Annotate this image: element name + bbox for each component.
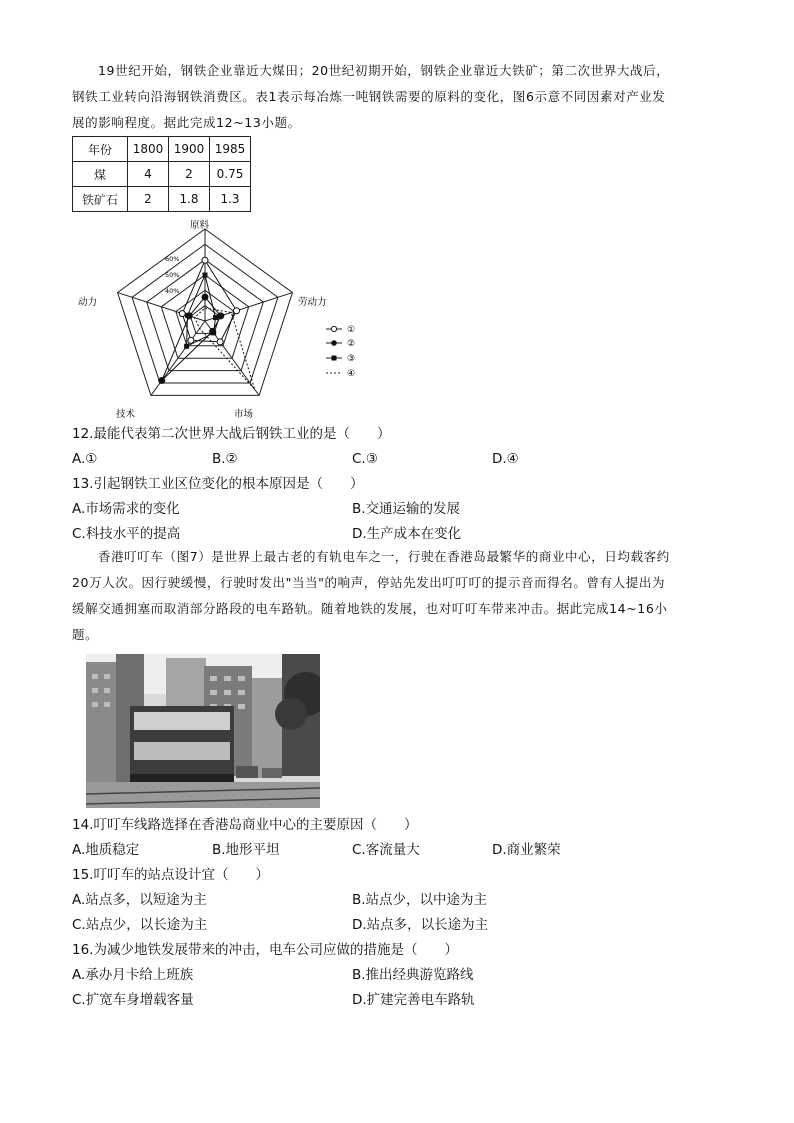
- question-15-stem: 15.叮叮车的站点设计宜（ ）: [72, 867, 269, 883]
- legend-marker-filled-circle: [331, 340, 337, 346]
- axis-label-raw-material: 原料: [190, 220, 210, 231]
- legend-label-2: ②: [347, 339, 356, 349]
- passage-1-line-2: 钢铁工业转向沿海钢铁消费区。表1表示每冶炼一吨钢铁需要的原料的变化，图6示意不同因素对产业发: [72, 89, 666, 104]
- q16-option-b[interactable]: B.推出经典游览路线: [352, 967, 474, 983]
- table-cell: 煤: [73, 162, 128, 187]
- legend-label-4: ④: [347, 369, 356, 379]
- radar-series-2-point: [159, 378, 165, 384]
- q15-option-c[interactable]: C.站点少，以长途为主: [72, 917, 208, 933]
- table-header-cell: 1800: [128, 137, 169, 162]
- radar-series-2-point: [218, 313, 224, 319]
- legend-marker-open-circle: [331, 326, 336, 331]
- radar-series-2-point: [202, 294, 208, 300]
- passage-2: [72, 544, 722, 648]
- q12-option-c[interactable]: C.③: [352, 451, 378, 467]
- passage-1-line-1: 19世纪开始，钢铁企业靠近大煤田；20世纪初期开始，钢铁企业靠近大铁矿；第二次世界大战后，: [98, 63, 670, 78]
- table-row: [73, 187, 251, 212]
- tick-label-40: 40%: [165, 287, 180, 295]
- table-header-row: [73, 137, 251, 162]
- q16-option-c[interactable]: C.扩宽车身增载客量: [72, 992, 194, 1008]
- q13-option-b[interactable]: B.交通运输的发展: [352, 501, 461, 517]
- table-cell: 铁矿石: [73, 187, 128, 212]
- passage-1: [72, 58, 722, 136]
- radar-series-1-point: [233, 308, 239, 314]
- legend-label-3: ③: [347, 354, 356, 364]
- radar-series-3-point: [184, 344, 189, 349]
- axis-label-technology: 技术: [116, 409, 136, 420]
- axis-label-labor: 劳动力: [298, 297, 327, 308]
- radar-series-3-point: [213, 315, 218, 320]
- passage-2-line-2: 20万人次。因行驶缓慢，行驶时发出"当当"的响声，停站先发出叮叮叮的提示音而得名。曾有人提出为: [72, 575, 666, 590]
- radar-series-1-point: [179, 311, 185, 317]
- q15-option-a[interactable]: A.站点多，以短途为主: [72, 892, 207, 908]
- q14-option-c[interactable]: C.客流量大: [352, 842, 420, 858]
- axis-label-power: 动力: [78, 297, 98, 308]
- tick-label-60: 60%: [165, 255, 180, 263]
- table-cell: 2: [128, 187, 169, 212]
- radar-series-3-point: [203, 273, 208, 278]
- table-row: [73, 162, 251, 187]
- passage-2-line-4: 题。: [72, 627, 99, 642]
- q16-option-d[interactable]: D.扩建完善电车路轨: [352, 992, 475, 1008]
- tick-label-50: 50%: [165, 271, 180, 279]
- legend-marker-square: [332, 356, 337, 361]
- table-cell: 4: [128, 162, 169, 187]
- table-header-cell: 1985: [210, 137, 251, 162]
- q13-option-c[interactable]: C.科技水平的提高: [72, 526, 181, 542]
- q13-option-a[interactable]: A.市场需求的变化: [72, 501, 180, 517]
- radar-chart: [70, 214, 370, 426]
- table-1: [72, 136, 251, 212]
- radar-series-1-point: [202, 257, 208, 263]
- q12-option-b[interactable]: B.②: [212, 451, 238, 467]
- radar-series-3-point: [211, 330, 216, 335]
- q15-option-d[interactable]: D.站点多，以长途为主: [352, 917, 489, 933]
- passage-2-line-1: 香港叮叮车（图7）是世界上最古老的有轨电车之一，行驶在香港岛最繁华的商业中心，日均载客约: [98, 549, 670, 564]
- q12-option-d[interactable]: D.④: [492, 451, 519, 467]
- question-16-stem: 16.为减少地铁发展带来的冲击，电车公司应做的措施是（ ）: [72, 942, 458, 958]
- question-14-stem: 14.叮叮车线路选择在香港岛商业中心的主要原因（ ）: [72, 817, 418, 833]
- tram-photo: [86, 654, 320, 808]
- table-header-cell: 年份: [73, 137, 128, 162]
- q14-option-d[interactable]: D.商业繁荣: [492, 842, 561, 858]
- chart-legend: [326, 325, 355, 379]
- table-cell: 1.8: [169, 187, 210, 212]
- table-cell: 1.3: [210, 187, 251, 212]
- radar-series-1-point: [217, 339, 223, 345]
- passage-1-line-3: 展的影响程度。据此完成12~13小题。: [72, 115, 301, 130]
- q15-option-b[interactable]: B.站点少，以中途为主: [352, 892, 488, 908]
- radar-series-3-point: [185, 313, 190, 318]
- q12-option-a[interactable]: A.①: [72, 451, 98, 467]
- table-header-cell: 1900: [169, 137, 210, 162]
- q14-option-b[interactable]: B.地形平坦: [212, 842, 280, 858]
- q14-option-a[interactable]: A.地质稳定: [72, 842, 140, 858]
- q13-option-d[interactable]: D.生产成本在变化: [352, 526, 462, 542]
- table-cell: 0.75: [210, 162, 251, 187]
- legend-label-1: ①: [347, 325, 356, 335]
- passage-2-line-3: 缓解交通拥塞而取消部分路段的电车路轨。随着地铁的发展，也对叮叮车带来冲击。据此完成14~16小: [72, 601, 668, 616]
- question-13-stem: 13.引起钢铁工业区位变化的根本原因是（ ）: [72, 476, 364, 492]
- axis-label-market: 市场: [234, 409, 254, 420]
- question-12-stem: 12.最能代表第二次世界大战后钢铁工业的是（ ）: [72, 426, 391, 442]
- radar-series-1-point: [188, 337, 194, 343]
- table-cell: 2: [169, 162, 210, 187]
- q16-option-a[interactable]: A.承办月卡给上班族: [72, 967, 194, 983]
